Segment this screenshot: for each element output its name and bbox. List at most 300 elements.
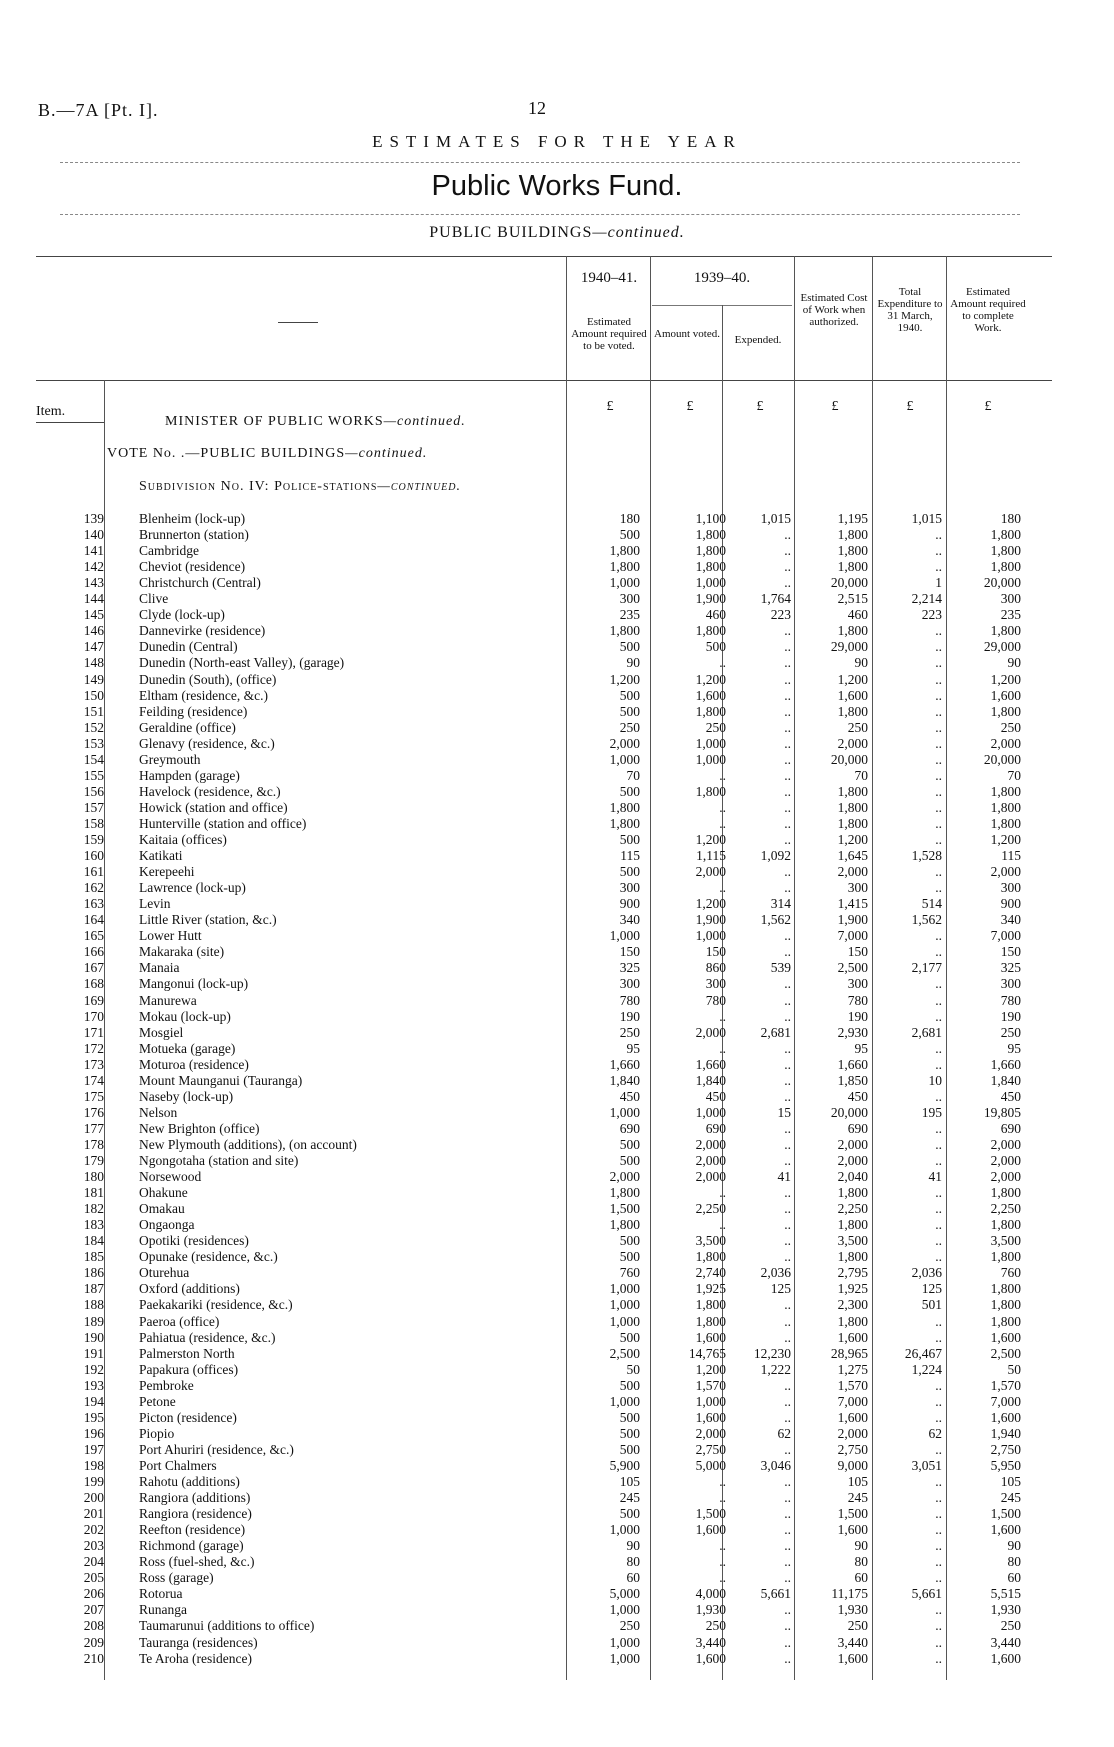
estimated-cost-value: 1,800: [837, 527, 868, 543]
table-row: [0, 736, 1114, 752]
item-number: 199: [83, 1474, 104, 1489]
estimated-cost-value: 300: [847, 880, 868, 896]
estimated-required-value: 500: [619, 1153, 640, 1168]
estimated-required-value: 1,500: [609, 1201, 640, 1217]
expended-value: ..: [784, 1072, 791, 1088]
estimated-required-value: 500: [619, 1425, 640, 1441]
total-expenditure-value: ..: [935, 735, 942, 751]
amount-voted-value: ..: [719, 1217, 726, 1233]
expended-value: 1,092: [760, 848, 791, 864]
expended-value: ..: [784, 575, 791, 591]
estimated-required-value: 1,000: [609, 1313, 640, 1329]
total-expenditure-value: ..: [935, 1056, 942, 1072]
expended-value: ..: [784, 1602, 791, 1618]
amount-voted-value: 1,800: [695, 1313, 726, 1329]
expended-value: ..: [784, 1377, 791, 1393]
estimated-complete-value: 3,500: [990, 1233, 1021, 1249]
station-name: Richmond (garage): [139, 1538, 244, 1554]
expended-value: ..: [784, 671, 791, 687]
amount-voted-value: 1,840: [695, 1072, 726, 1088]
estimated-cost-value: 7,000: [837, 928, 868, 944]
page-number: 12: [528, 98, 546, 118]
estimated-complete-value: 20,000: [983, 575, 1021, 591]
expended-value: ..: [784, 655, 791, 671]
estimated-complete-value: 900: [1000, 896, 1021, 912]
station-name: Motueka (garage): [139, 1040, 236, 1056]
estimated-required-value: 250: [619, 1618, 640, 1634]
station-name: Dannevirke (residence): [139, 623, 266, 639]
amount-voted-value: 1,600: [695, 1650, 726, 1666]
station-name: Howick (station and office): [139, 799, 288, 815]
station-name: Reefton (residence): [139, 1522, 246, 1538]
amount-voted-value: 1,800: [695, 703, 726, 719]
estimated-cost-value: 1,600: [837, 1329, 868, 1345]
total-expenditure-value: ..: [935, 976, 942, 992]
estimated-cost-value: 1,200: [837, 671, 868, 687]
estimated-required-value: 50: [626, 1361, 640, 1377]
expended-value: ..: [784, 1490, 791, 1506]
vote-subheading: [107, 446, 427, 462]
expended-value: ..: [784, 944, 791, 960]
table-row: [0, 752, 1114, 768]
estimated-complete-value: 1,800: [990, 703, 1021, 719]
station-name: Norsewood: [139, 1169, 202, 1185]
estimated-complete-value: 3,440: [990, 1634, 1021, 1650]
amount-voted-value: 1,800: [695, 623, 726, 639]
amount-voted-value: 3,500: [695, 1233, 726, 1249]
expended-value: ..: [784, 799, 791, 815]
estimated-complete-value: 760: [1000, 1265, 1021, 1281]
estimated-required-value: 1,000: [609, 1393, 640, 1409]
total-expenditure-value: ..: [935, 1329, 942, 1345]
table-row: [0, 623, 1114, 639]
estimated-cost-value: 2,040: [837, 1169, 868, 1185]
item-number: 148: [83, 655, 104, 671]
table-row: [0, 912, 1114, 928]
estimated-cost-value: 1,900: [837, 912, 868, 928]
estimated-complete-value: 1,840: [990, 1072, 1021, 1088]
total-expenditure-value: ..: [935, 655, 942, 671]
estimated-required-value: 250: [619, 719, 640, 735]
estimated-cost-value: 3,440: [837, 1634, 868, 1650]
item-number: 146: [83, 623, 104, 639]
table-row: [0, 944, 1114, 960]
estimated-cost-value: 1,415: [837, 896, 868, 912]
total-expenditure-value: 514: [921, 896, 942, 912]
table-row: [0, 1426, 1114, 1442]
minister-subheading: [165, 414, 466, 430]
item-number: 190: [83, 1329, 104, 1345]
total-expenditure-value: ..: [935, 944, 942, 960]
table-row: [0, 527, 1114, 543]
estimated-required-value: 500: [619, 1409, 640, 1425]
station-name: Clive: [139, 591, 169, 607]
estimated-required-value: 2,000: [609, 1169, 640, 1185]
amount-voted-value: 5,000: [695, 1457, 726, 1473]
estimated-cost-value: 1,800: [837, 799, 868, 815]
expended-value: ..: [784, 703, 791, 719]
station-name: Oturehua: [139, 1265, 190, 1281]
amount-voted-value: 1,800: [695, 1249, 726, 1265]
item-number: 139: [83, 511, 104, 526]
total-expenditure-value: ..: [935, 1650, 942, 1666]
estimated-cost-value: 20,000: [830, 1104, 868, 1120]
station-name: Blenheim (lock-up): [139, 511, 246, 526]
total-expenditure-value: ..: [935, 1522, 942, 1538]
total-expenditure-value: ..: [935, 815, 942, 831]
estimated-complete-value: 1,600: [990, 1409, 1021, 1425]
table-row: [0, 1057, 1114, 1073]
estimated-required-value: 450: [619, 1088, 640, 1104]
amount-voted-value: 2,740: [695, 1265, 726, 1281]
item-number: 166: [83, 944, 104, 960]
estimated-complete-value: 250: [1000, 1024, 1021, 1040]
currency-col5: £: [906, 399, 914, 414]
currency-col6: £: [984, 399, 992, 414]
estimated-required-value: 1,800: [609, 1185, 640, 1201]
estimated-complete-value: 180: [1000, 511, 1021, 526]
estimated-cost-value: 450: [847, 1088, 868, 1104]
item-number: 187: [83, 1281, 104, 1297]
estimated-cost-value: 105: [847, 1474, 868, 1489]
estimated-required-value: 900: [619, 896, 640, 912]
estimated-cost-value: 780: [847, 992, 868, 1008]
amount-voted-value: ..: [719, 1008, 726, 1024]
amount-voted-value: 2,250: [695, 1201, 726, 1217]
expended-value: ..: [784, 639, 791, 655]
total-expenditure-value: ..: [935, 1313, 942, 1329]
item-number: 162: [83, 880, 104, 896]
amount-voted-value: 1,115: [696, 848, 726, 864]
amount-voted-value: 1,800: [695, 543, 726, 559]
item-number: 173: [83, 1056, 104, 1072]
table-row: [0, 1394, 1114, 1410]
estimated-complete-value: 1,800: [990, 1281, 1021, 1297]
expended-value: ..: [784, 1441, 791, 1457]
table-row: [0, 1522, 1114, 1538]
estimated-complete-value: 1,800: [990, 543, 1021, 559]
total-expenditure-value: 10: [928, 1072, 942, 1088]
expended-value: 1,764: [760, 591, 791, 607]
estimated-complete-value: 1,200: [990, 671, 1021, 687]
amount-voted-value: 150: [705, 944, 726, 960]
estimated-required-value: 95: [626, 1040, 640, 1056]
expended-value: ..: [784, 1185, 791, 1201]
amount-voted-value: 1,000: [695, 928, 726, 944]
table-row: [0, 1153, 1114, 1169]
item-number: 191: [83, 1345, 104, 1361]
station-name: Moturoa (residence): [139, 1056, 249, 1072]
total-expenditure-value: ..: [935, 1233, 942, 1249]
total-expenditure-value: ..: [935, 1201, 942, 1217]
estimated-cost-value: 1,200: [837, 832, 868, 847]
total-expenditure-value: 1,528: [911, 848, 942, 864]
total-expenditure-value: ..: [935, 799, 942, 815]
item-number: 151: [83, 703, 104, 719]
estimated-required-value: 760: [619, 1265, 640, 1281]
total-expenditure-value: ..: [935, 623, 942, 639]
estimated-complete-value: 245: [1000, 1490, 1021, 1506]
station-name: Pahiatua (residence, &c.): [139, 1329, 276, 1345]
table-row: [0, 1635, 1114, 1651]
item-number: 168: [83, 976, 104, 992]
estimated-cost-value: 1,570: [837, 1377, 868, 1393]
estimated-cost-value: 90: [854, 1538, 868, 1554]
estimated-complete-value: 1,800: [990, 1313, 1021, 1329]
amount-voted-value: 1,200: [695, 896, 726, 912]
station-name: Piopio: [139, 1425, 175, 1441]
item-number: 195: [83, 1409, 104, 1425]
amount-voted-value: 2,750: [695, 1441, 726, 1457]
expended-value: ..: [784, 832, 791, 847]
estimated-complete-value: 1,660: [990, 1056, 1021, 1072]
expended-value: ..: [784, 1393, 791, 1409]
expended-value: 539: [770, 960, 791, 976]
fund-title: Public Works Fund.: [431, 170, 683, 202]
header-estimated-required: Estimated Amount required to be voted.: [571, 316, 647, 352]
header-total-expenditure: Total Expenditure to 31 March, 1940.: [877, 286, 943, 334]
estimated-complete-value: 190: [1000, 1008, 1021, 1024]
expended-value: ..: [784, 1570, 791, 1586]
station-name: Palmerston North: [139, 1345, 235, 1361]
item-number: 164: [83, 912, 104, 928]
estimated-complete-value: 780: [1000, 992, 1021, 1008]
estimated-cost-value: 250: [847, 719, 868, 735]
estimated-required-value: 500: [619, 1136, 640, 1152]
estimated-cost-value: 70: [854, 767, 868, 783]
estimated-required-value: 245: [619, 1490, 640, 1506]
estimated-cost-value: 2,000: [837, 1425, 868, 1441]
estimated-required-value: 150: [619, 944, 640, 960]
station-name: Dunedin (North-east Valley), (garage): [139, 655, 345, 671]
item-number: 177: [83, 1120, 104, 1136]
table-row: [0, 1249, 1114, 1265]
table-row: [0, 816, 1114, 832]
station-name: Opotiki (residences): [139, 1233, 249, 1249]
estimated-required-value: 1,200: [609, 671, 640, 687]
estimated-required-value: 1,000: [609, 1522, 640, 1538]
table-row: [0, 1105, 1114, 1121]
estimated-complete-value: 1,600: [990, 1650, 1021, 1666]
amount-voted-value: 1,800: [695, 783, 726, 799]
estimated-cost-value: 2,500: [837, 960, 868, 976]
expended-value: ..: [784, 976, 791, 992]
estimated-complete-value: 1,570: [990, 1377, 1021, 1393]
estimated-required-value: 1,000: [609, 751, 640, 767]
estimated-cost-value: 3,500: [837, 1233, 868, 1249]
expended-value: ..: [784, 1233, 791, 1249]
estimated-complete-value: 60: [1007, 1570, 1021, 1586]
table-row: [0, 1041, 1114, 1057]
total-expenditure-value: ..: [935, 1538, 942, 1554]
estimated-complete-value: 1,800: [990, 799, 1021, 815]
item-number: 159: [83, 832, 104, 847]
estimated-required-value: 500: [619, 1506, 640, 1522]
fund-rule: [60, 214, 1020, 215]
amount-voted-value: 1,000: [695, 751, 726, 767]
item-number: 192: [83, 1361, 104, 1377]
estimated-required-value: 1,800: [609, 559, 640, 575]
total-expenditure-value: ..: [935, 1618, 942, 1634]
estimated-cost-value: 1,600: [837, 1409, 868, 1425]
expended-value: ..: [784, 543, 791, 559]
station-name: Paekakariki (residence, &c.): [139, 1297, 293, 1313]
station-name: Levin: [139, 896, 171, 912]
estimated-required-value: 1,660: [609, 1056, 640, 1072]
total-expenditure-value: ..: [935, 687, 942, 703]
table-row: [0, 1265, 1114, 1281]
estimated-cost-value: 2,750: [837, 1441, 868, 1457]
currency-col1: £: [606, 399, 614, 414]
item-number: 145: [83, 607, 104, 623]
estimated-required-value: 1,000: [609, 1297, 640, 1313]
estimated-required-value: 1,800: [609, 1217, 640, 1233]
station-name: Hampden (garage): [139, 767, 240, 783]
station-name: Nelson: [139, 1104, 178, 1120]
item-number: 186: [83, 1265, 104, 1281]
estimated-cost-value: 2,000: [837, 735, 868, 751]
amount-voted-value: 1,900: [695, 591, 726, 607]
estimated-complete-value: 1,800: [990, 815, 1021, 831]
station-name: Feilding (residence): [139, 703, 248, 719]
amount-voted-value: 1,600: [695, 1522, 726, 1538]
estimated-required-value: 1,840: [609, 1072, 640, 1088]
estimated-required-value: 180: [619, 511, 640, 526]
estimated-complete-value: 2,250: [990, 1201, 1021, 1217]
amount-voted-value: 1,600: [695, 1329, 726, 1345]
expended-value: ..: [784, 1634, 791, 1650]
amount-voted-value: ..: [719, 1570, 726, 1586]
expended-value: ..: [784, 1409, 791, 1425]
station-name: Kerepeehi: [139, 864, 195, 880]
item-number: 202: [83, 1522, 104, 1538]
header-1940-41: 1940–41.: [580, 270, 638, 286]
item-number: 189: [83, 1313, 104, 1329]
item-number: 160: [83, 848, 104, 864]
total-expenditure-value: ..: [935, 543, 942, 559]
estimated-cost-value: 2,000: [837, 1136, 868, 1152]
item-number: 147: [83, 639, 104, 655]
estimated-cost-value: 1,930: [837, 1602, 868, 1618]
amount-voted-value: 1,800: [695, 1297, 726, 1313]
estimated-complete-value: 690: [1000, 1120, 1021, 1136]
estimated-cost-value: 80: [854, 1554, 868, 1570]
item-number: 149: [83, 671, 104, 687]
expended-value: 2,681: [760, 1024, 791, 1040]
table-row: [0, 896, 1114, 912]
amount-voted-value: ..: [719, 767, 726, 783]
amount-voted-value: 1,000: [695, 735, 726, 751]
table-row: [0, 993, 1114, 1009]
station-name: Rangiora (residence): [139, 1506, 252, 1522]
estimated-cost-value: 20,000: [830, 751, 868, 767]
station-name: Ongaonga: [139, 1217, 195, 1233]
station-name: Manurewa: [139, 992, 197, 1008]
station-name: Kaitaia (offices): [139, 832, 227, 847]
total-expenditure-value: 1,562: [911, 912, 942, 928]
estimated-complete-value: 1,600: [990, 687, 1021, 703]
estimated-complete-value: 7,000: [990, 1393, 1021, 1409]
total-expenditure-value: ..: [935, 832, 942, 847]
estimated-cost-value: 1,600: [837, 1650, 868, 1666]
item-number: 154: [83, 751, 104, 767]
amount-voted-value: 250: [705, 719, 726, 735]
expended-value: ..: [784, 1506, 791, 1522]
total-expenditure-value: ..: [935, 1249, 942, 1265]
total-expenditure-value: ..: [935, 639, 942, 655]
estimated-required-value: 5,900: [609, 1457, 640, 1473]
expended-value: ..: [784, 1249, 791, 1265]
amount-voted-value: ..: [719, 1490, 726, 1506]
estimated-cost-value: 1,500: [837, 1506, 868, 1522]
vote-label: VOTE No. .—PUBLIC BUILDINGS: [107, 446, 346, 461]
subdivision-label: Subdivision No. IV: Police-stations: [139, 479, 378, 494]
estimated-required-value: 1,800: [609, 623, 640, 639]
table-row: [0, 1217, 1114, 1233]
estimated-required-value: 2,000: [609, 735, 640, 751]
expended-value: ..: [784, 1313, 791, 1329]
expended-value: ..: [784, 1618, 791, 1634]
expended-value: ..: [784, 1136, 791, 1152]
expended-value: ..: [784, 719, 791, 735]
expended-value: ..: [784, 1650, 791, 1666]
estimated-complete-value: 1,200: [990, 832, 1021, 847]
expended-value: ..: [784, 1056, 791, 1072]
total-expenditure-value: 26,467: [904, 1345, 942, 1361]
table-row: [0, 1474, 1114, 1490]
table-row: [0, 1490, 1114, 1506]
station-name: Mosgiel: [139, 1024, 184, 1040]
table-row: [0, 1410, 1114, 1426]
estimated-cost-value: 1,800: [837, 783, 868, 799]
estimated-required-value: 1,000: [609, 1650, 640, 1666]
total-expenditure-value: 1,224: [911, 1361, 942, 1377]
item-number: 140: [83, 527, 104, 543]
estimated-required-value: 2,500: [609, 1345, 640, 1361]
estimated-required-value: 5,000: [609, 1586, 640, 1602]
currency-col2: £: [686, 399, 694, 414]
total-expenditure-value: ..: [935, 1570, 942, 1586]
estimated-complete-value: 1,800: [990, 527, 1021, 543]
table-row: [0, 880, 1114, 896]
amount-voted-value: 1,200: [695, 1361, 726, 1377]
item-number: 171: [83, 1024, 104, 1040]
expended-value: 1,562: [760, 912, 791, 928]
item-number: 163: [83, 896, 104, 912]
item-number: 174: [83, 1072, 104, 1088]
estimated-complete-value: 80: [1007, 1554, 1021, 1570]
station-name: Pembroke: [139, 1377, 194, 1393]
item-number: 208: [83, 1618, 104, 1634]
estimated-complete-value: 2,750: [990, 1441, 1021, 1457]
estimated-complete-value: 1,800: [990, 1217, 1021, 1233]
item-number: 175: [83, 1088, 104, 1104]
item-number: 143: [83, 575, 104, 591]
total-expenditure-value: ..: [935, 1634, 942, 1650]
table-row: [0, 976, 1114, 992]
item-number: 196: [83, 1425, 104, 1441]
estimated-required-value: 500: [619, 527, 640, 543]
minister-label: MINISTER OF PUBLIC WORKS: [165, 414, 384, 429]
expended-value: ..: [784, 1201, 791, 1217]
estimated-complete-value: 150: [1000, 944, 1021, 960]
item-number: 209: [83, 1634, 104, 1650]
estimated-complete-value: 2,000: [990, 1136, 1021, 1152]
estimated-cost-value: 1,275: [837, 1361, 868, 1377]
estimated-cost-value: 250: [847, 1618, 868, 1634]
station-name: Geraldine (office): [139, 719, 236, 735]
table-header-rule: [36, 380, 1052, 381]
